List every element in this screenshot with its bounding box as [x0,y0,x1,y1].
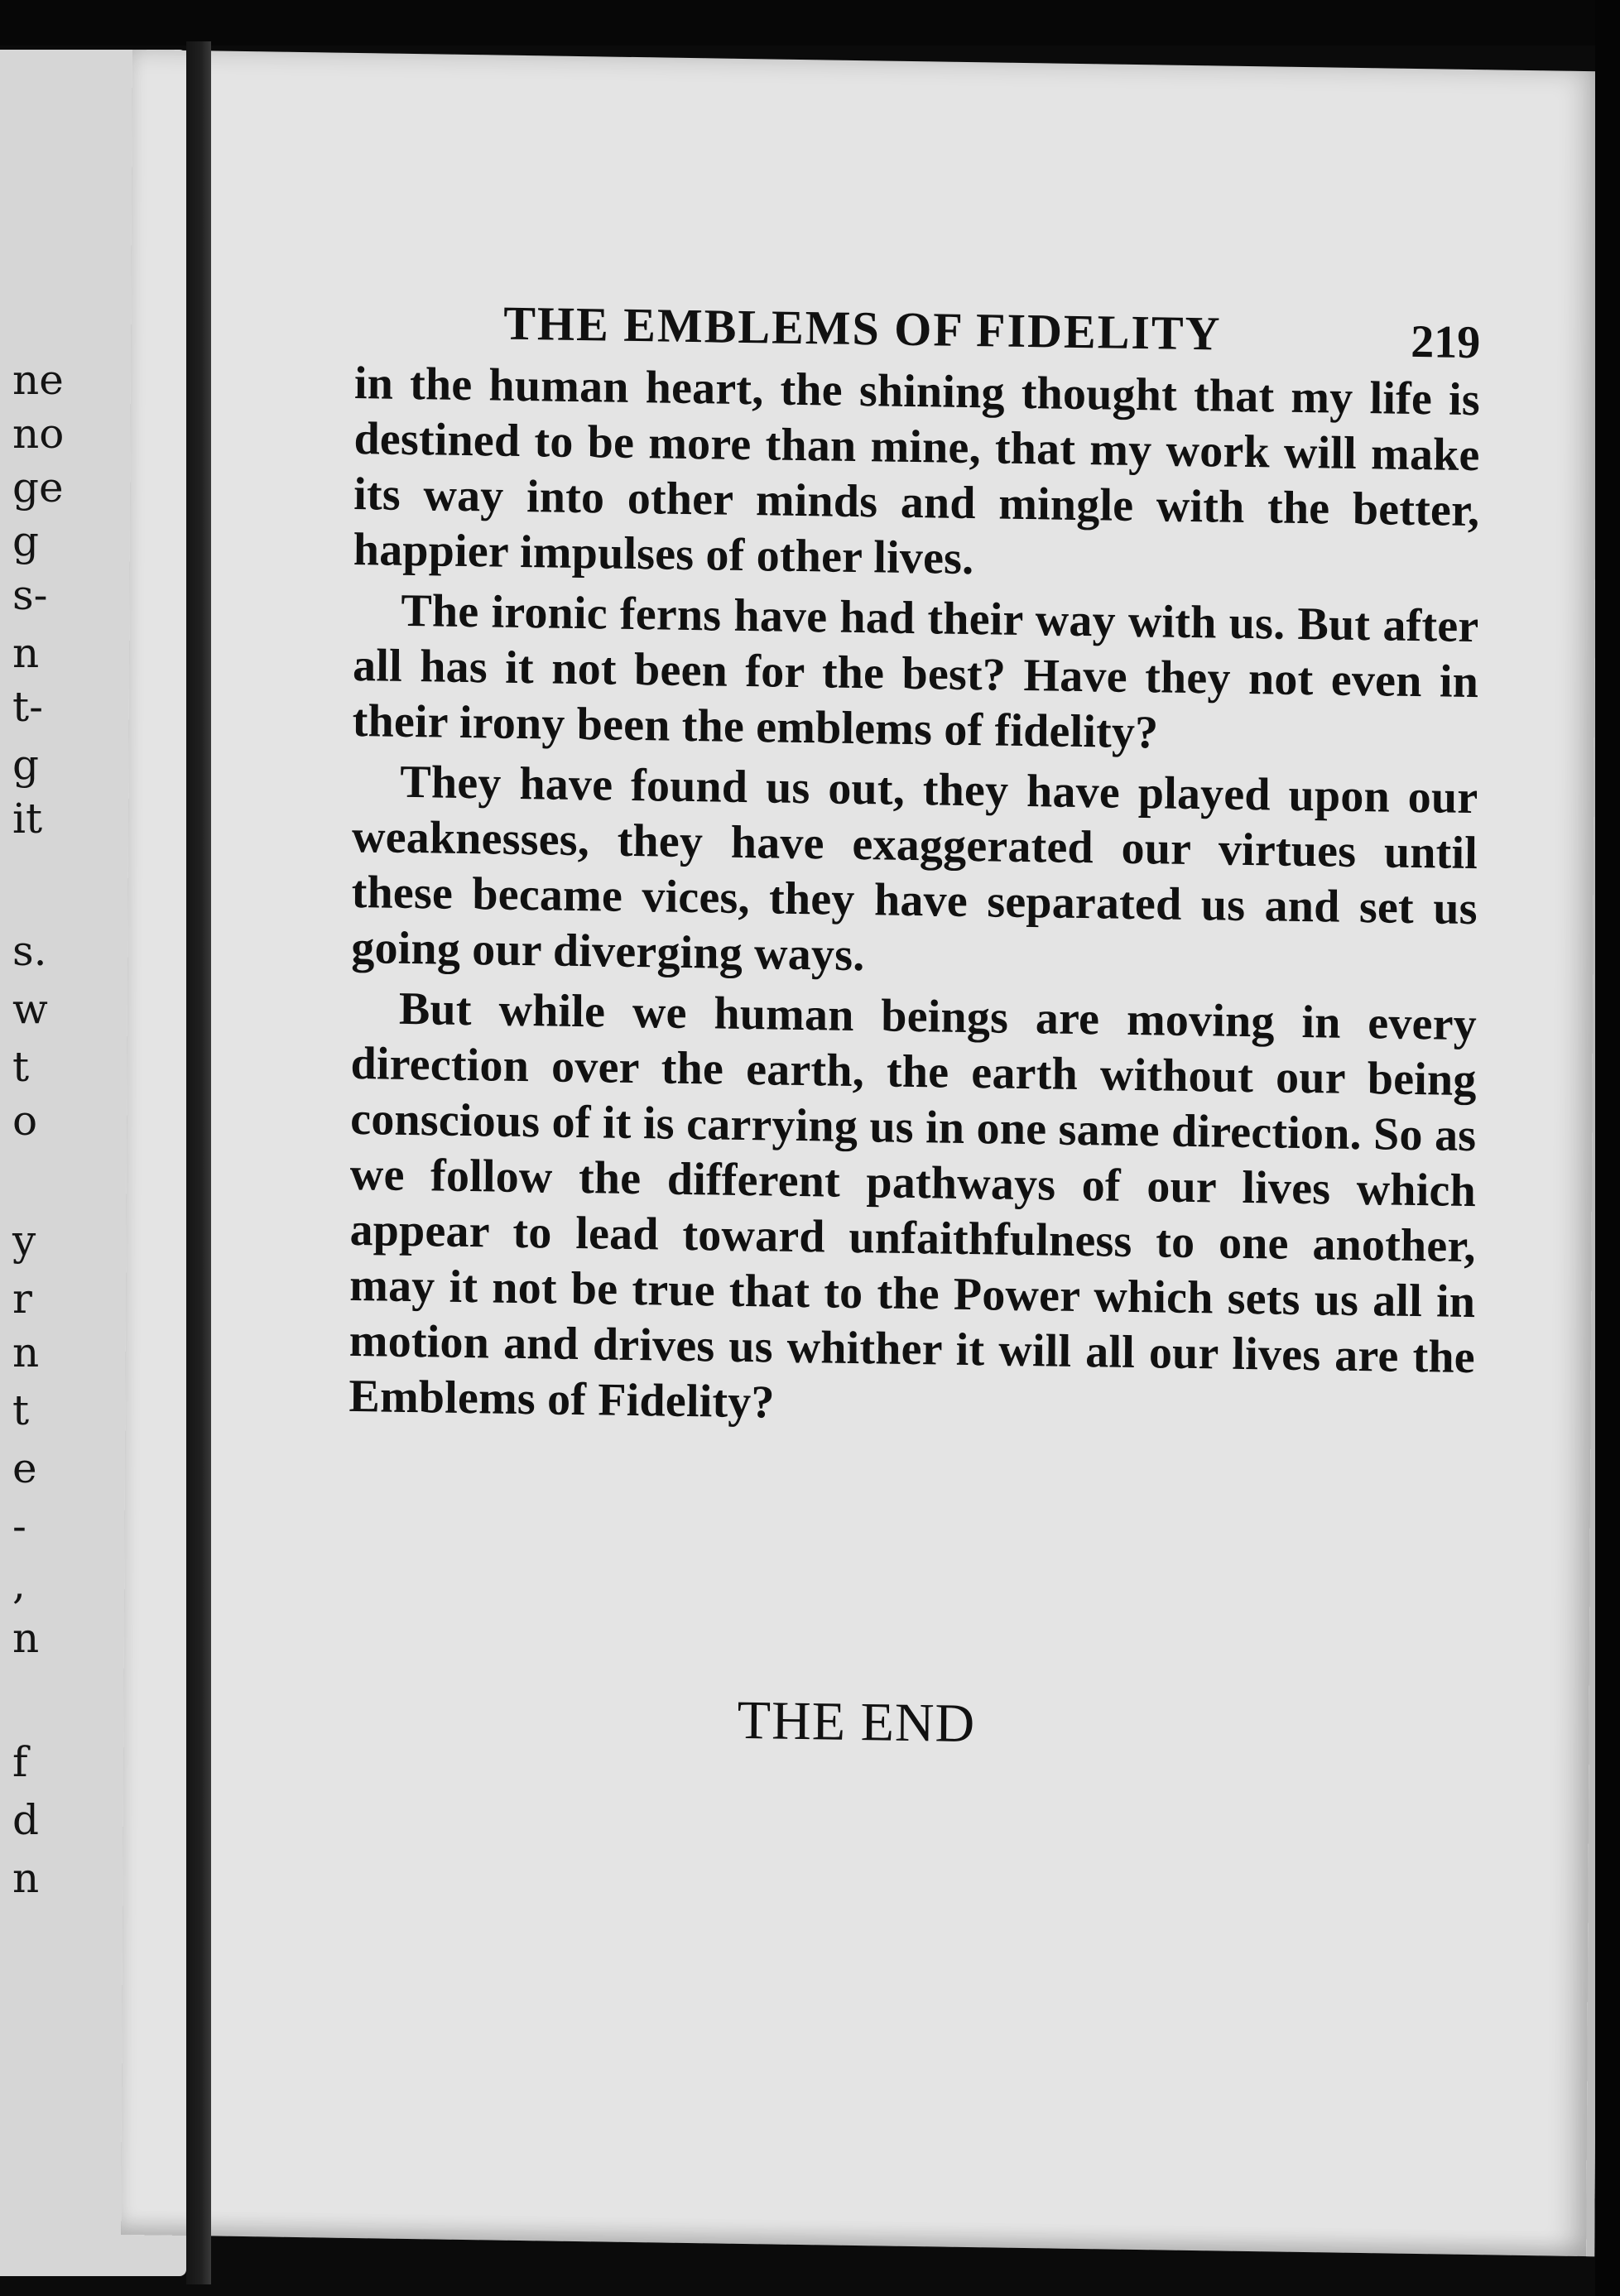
fragment: o [12,1097,38,1145]
fragment: g [12,741,40,789]
paragraph: in the human heart, the shining thought that my life is destined to be more than mine, that my work will make its way into other minds and mingle with the better, happier impulses of other lives. [353,357,1481,585]
fragment: ge [12,464,64,512]
fragment: - [12,1502,26,1550]
fragment: t- [12,683,43,731]
paragraph: They have found us out, they have played upon our weaknesses, they have exaggerated our virtues until these became vices, they have separated us and set us going our diverging ways. [351,756,1478,982]
fragment: n [12,1854,40,1902]
fragment: it [12,795,43,843]
fragment: t [12,1043,30,1091]
fragment: d [12,1796,40,1844]
fragment: s- [12,571,48,619]
fragment: n [12,1328,40,1376]
fragment: t [12,1386,30,1434]
fragment: f [12,1738,28,1786]
fragment: w [12,985,48,1033]
running-title: THE EMBLEMS OF FIDELITY [503,295,1222,361]
scan-right-border [1595,0,1620,2296]
fragment: ne [12,356,64,404]
fragment: no [12,410,65,458]
fragment: r [12,1275,32,1323]
closing-text: THE END [737,1689,976,1755]
fragment: , [12,1560,26,1608]
page-number: 219 [1411,315,1481,369]
fragment: n [12,1614,40,1662]
page-text-block [349,252,1480,1441]
book-gutter [186,41,211,2284]
fragment: g [12,517,40,565]
paragraph: But while we human beings are moving in every direction over the earth, the earth without our being conscious of it is carrying us in one same direction. So as we follow the different pathways of our lives which appear to lead toward unfaithfulness to one another, may it not be true that to the Power which sets us all in motion and drives us whither it will all our lives are the Emblems of Fidelity? [349,982,1478,1429]
book-page [121,50,1606,2256]
fragment: s. [12,927,47,975]
scan-top-border [0,0,1620,46]
fragment: n [12,629,40,677]
fragment: y [12,1217,36,1265]
fragment: e [12,1444,37,1492]
running-head [354,252,1481,367]
paragraph: The ironic ferns have had their way with us. But after all has it not been for the best? Have they not even in their irony been the emblems of fidelity? [352,584,1479,759]
